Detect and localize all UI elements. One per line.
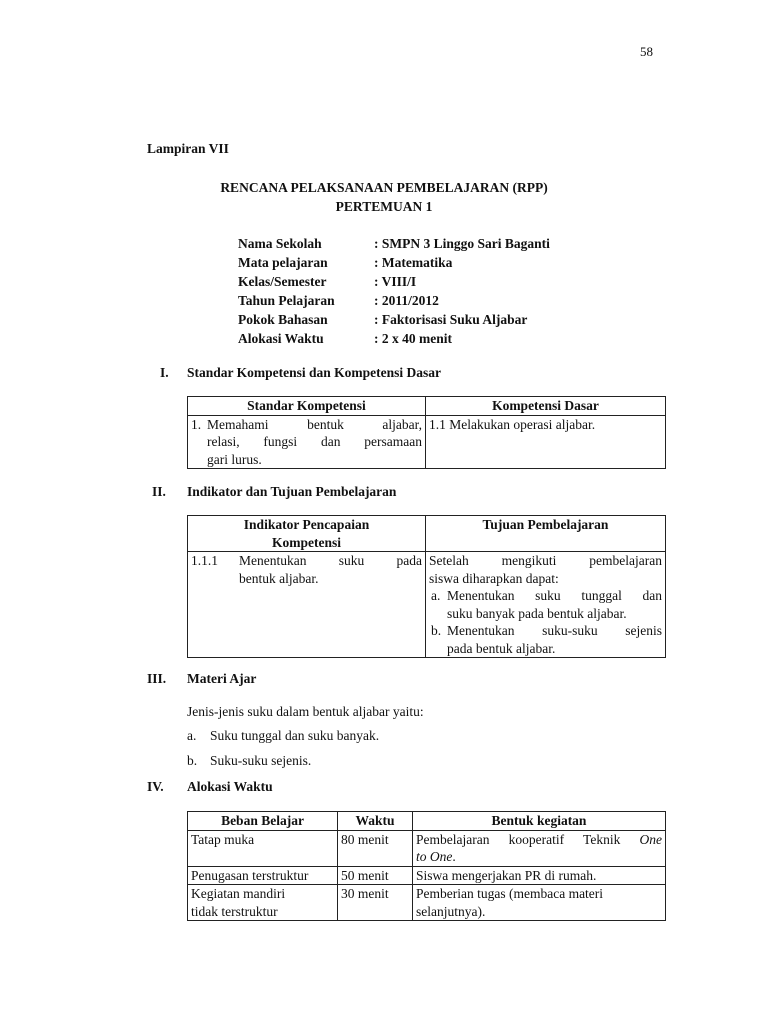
table-cell: Siswa mengerjakan PR di rumah. bbox=[413, 866, 666, 885]
text-line: Memahami bentuk aljabar, bbox=[207, 416, 422, 432]
table-cell: Tatap muka bbox=[188, 830, 338, 866]
list-item bbox=[187, 727, 379, 745]
info-row bbox=[238, 292, 550, 311]
info-value: : 2 x 40 menit bbox=[374, 331, 452, 346]
list-text: Suku-suku sejenis. bbox=[210, 753, 312, 768]
standard-competency-cell bbox=[188, 415, 426, 469]
document-title: RENCANA PELAKSANAAN PEMBELAJARAN (RPP) bbox=[220, 180, 548, 195]
column-header: Kompetensi Dasar bbox=[426, 397, 666, 416]
text-line: Pemberian tugas (membaca materi bbox=[416, 886, 604, 902]
table-cell bbox=[188, 885, 338, 921]
list-text: Suku tunggal dan suku banyak. bbox=[210, 728, 380, 743]
text-line: relasi, fungsi dan persamaan bbox=[207, 434, 422, 450]
text-line: Pembelajaran kooperatif Teknik bbox=[416, 831, 621, 847]
header-line: Kompetensi bbox=[272, 534, 341, 550]
info-row bbox=[238, 311, 550, 330]
text-line: Setelah mengikuti pembelajaran bbox=[429, 553, 662, 569]
info-value: : VIII/I bbox=[374, 274, 417, 289]
section-4-title: Alokasi Waktu bbox=[187, 779, 273, 794]
section-4-number: IV. bbox=[147, 779, 164, 794]
list-number: 1. bbox=[191, 416, 202, 432]
text-line: Menentukan suku-suku sejenis bbox=[447, 623, 662, 639]
indicator-cell bbox=[188, 552, 426, 658]
competency-table bbox=[187, 396, 666, 469]
italic-text: One bbox=[639, 831, 662, 847]
info-row bbox=[238, 254, 550, 273]
section-1-title: Standar Kompetensi dan Kompetensi Dasar bbox=[187, 365, 442, 380]
italic-text: to One bbox=[416, 849, 453, 865]
text-line: selanjutnya). bbox=[416, 903, 486, 919]
appendix-label: Lampiran VII bbox=[147, 141, 229, 156]
table-cell bbox=[413, 830, 666, 866]
list-label: b. bbox=[187, 753, 198, 768]
column-header bbox=[188, 516, 426, 552]
info-value: : Faktorisasi Suku Aljabar bbox=[374, 312, 528, 327]
text-line: tidak terstruktur bbox=[191, 903, 278, 919]
info-row bbox=[238, 235, 550, 254]
table-cell: 80 menit bbox=[338, 830, 413, 866]
info-label: Nama Sekolah bbox=[238, 236, 322, 251]
page-number: 58 bbox=[640, 44, 653, 59]
column-header: Tujuan Pembelajaran bbox=[426, 516, 666, 552]
text-line: Menentukan suku tunggal dan bbox=[447, 588, 662, 604]
text-line: Kegiatan mandiri bbox=[191, 886, 286, 902]
info-value: : SMPN 3 Linggo Sari Baganti bbox=[374, 236, 550, 251]
info-label: Pokok Bahasan bbox=[238, 312, 328, 327]
info-label: Kelas/Semester bbox=[238, 274, 327, 289]
text-line: suku banyak pada bentuk aljabar. bbox=[447, 605, 627, 621]
info-row bbox=[238, 330, 550, 349]
materials-intro: Jenis-jenis suku dalam bentuk aljabar yaitu: bbox=[187, 704, 424, 719]
column-header: Bentuk kegiatan bbox=[413, 812, 666, 831]
list-item bbox=[187, 752, 311, 770]
info-label: Mata pelajaran bbox=[238, 255, 328, 270]
header-line: Indikator Pencapaian bbox=[243, 517, 370, 532]
section-2-title: Indikator dan Tujuan Pembelajaran bbox=[187, 484, 397, 499]
info-label: Tahun Pelajaran bbox=[238, 293, 335, 308]
basic-competency-cell: 1.1 Melakukan operasi aljabar. bbox=[426, 415, 666, 469]
indicator-number: 1.1.1 bbox=[191, 553, 218, 569]
table-cell: 30 menit bbox=[338, 885, 413, 921]
text-line: Menentukan suku pada bbox=[239, 553, 422, 569]
text-line: siswa diharapkan dapat: bbox=[429, 570, 559, 586]
section-1-number: I. bbox=[160, 365, 169, 380]
meeting-title: PERTEMUAN 1 bbox=[335, 199, 433, 214]
table-cell: 50 menit bbox=[338, 866, 413, 885]
text-line: gari lurus. bbox=[207, 451, 262, 467]
column-header: Standar Kompetensi bbox=[188, 397, 426, 416]
text-line: pada bentuk aljabar. bbox=[447, 640, 556, 656]
text-line: bentuk aljabar. bbox=[239, 570, 319, 586]
text-line: . bbox=[452, 849, 456, 865]
section-3-number: III. bbox=[147, 671, 167, 686]
identity-block bbox=[238, 235, 550, 349]
column-header: Beban Belajar bbox=[188, 812, 338, 831]
section-2-number: II. bbox=[152, 484, 166, 499]
list-label: b. bbox=[431, 623, 442, 639]
info-label: Alokasi Waktu bbox=[238, 331, 324, 346]
list-label: a. bbox=[431, 588, 441, 604]
info-value: : 2011/2012 bbox=[374, 293, 439, 308]
table-cell bbox=[413, 885, 666, 921]
table-cell: Penugasan terstruktur bbox=[188, 866, 338, 885]
indicator-table bbox=[187, 515, 666, 658]
info-value: : Matematika bbox=[374, 255, 453, 270]
time-allocation-table bbox=[187, 811, 666, 921]
info-row bbox=[238, 273, 550, 292]
column-header: Waktu bbox=[338, 812, 413, 831]
section-3-title: Materi Ajar bbox=[187, 671, 257, 686]
list-label: a. bbox=[187, 728, 197, 743]
objective-cell bbox=[426, 552, 666, 658]
